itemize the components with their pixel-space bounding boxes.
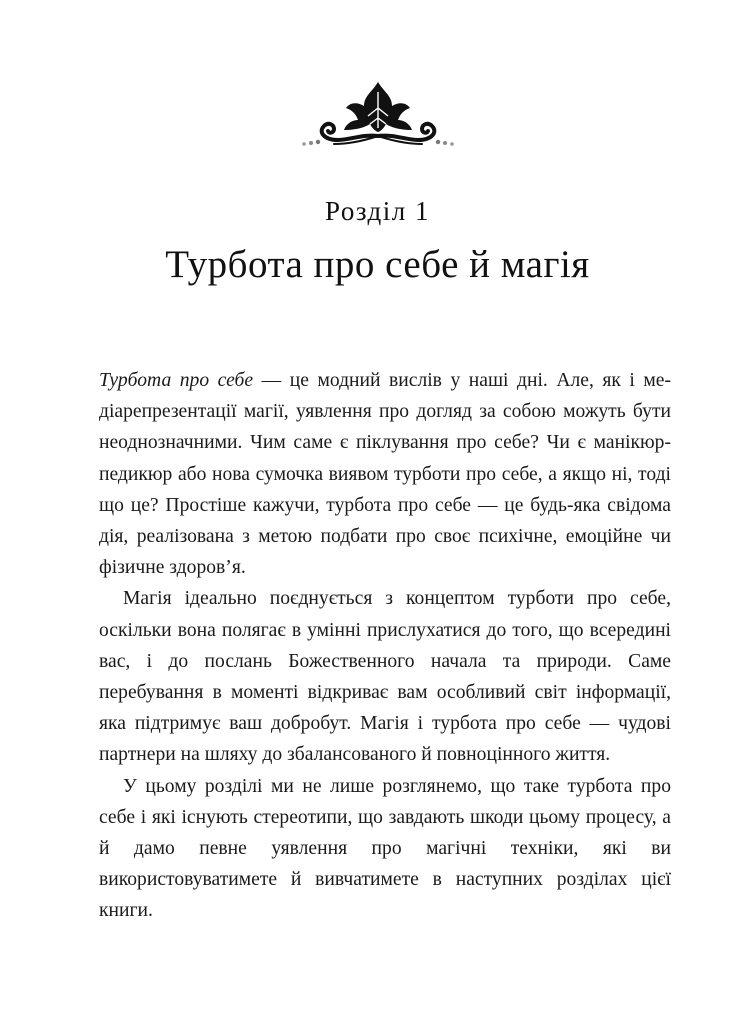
leaf-flourish-icon <box>298 78 458 154</box>
paragraph-lead-italic: Турбота про себе <box>99 370 254 391</box>
paragraph-2: Магія ідеально поєднується з концептом турботи про себе, оскільки вона полягає в умінні прислухатися до того, що всередині вас, і до послань Божественного начала та природи. Саме перебування в моменті відкриває вам особливий світ інформації, яка підтримує ваш добробут. Магія і турбота про себе — чудові партнери на шляху до збалансованого й повноцінного життя. <box>99 588 671 766</box>
paragraph-1 <box>99 365 671 583</box>
chapter-label: Розділ 1 <box>325 196 430 226</box>
chapter-title: Турбота про себе й магія <box>165 243 590 286</box>
body-text <box>99 365 671 927</box>
paragraph-3: У цьому розділі ми не лише розглянемо, що таке турбота про себе і які існують стереотипи, що завдають шкоди цьому процесу, а й дамо певне уявлення про магічні техніки, які ви використовуватимете й вивчатимете в наступних розділах цієї книги. <box>99 775 671 922</box>
paragraph-text: — це модний вислів у наші дні. Але, як і медіарепрезентації магії, уявлення про догляд за собою можуть бути неоднозначними. Чим саме є піклування про себе? Чи є манікюр-педикюр або нова сумочка виявом турботи про себе, а якщо ні, тоді що це? Простіше кажучи, турбота про себе — це будь-яка свідома дія, реалізована з метою подбати про своє психічне, емоційне чи фізичне здоров’я. <box>99 370 672 579</box>
